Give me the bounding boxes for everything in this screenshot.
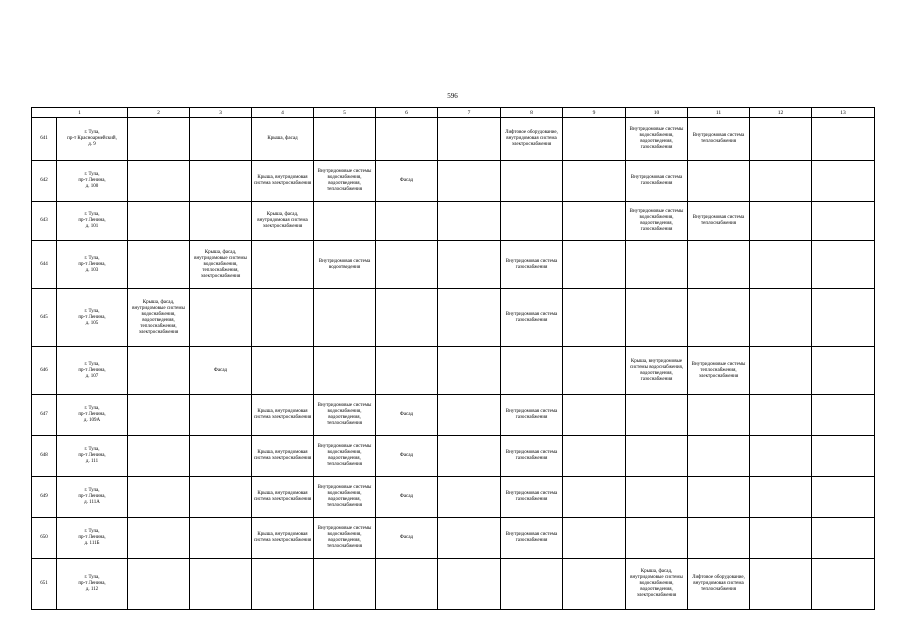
work-type-cell [626, 289, 688, 347]
work-type-cell [812, 118, 875, 161]
address-cell: г. Тула, пр-т Ленина, д. 105 [57, 289, 128, 347]
work-type-cell: Внутридомовые системы теплоснабжения, электроснабжения [688, 347, 750, 395]
work-type-cell [376, 241, 438, 289]
work-type-cell [812, 436, 875, 477]
work-type-cell [812, 395, 875, 436]
work-type-cell [190, 161, 252, 202]
work-type-cell [812, 161, 875, 202]
work-type-cell: Крыша, внутридомовые системы водоснабжения, водоотведения, газоснабжения [626, 347, 688, 395]
table-row [32, 395, 875, 436]
address-cell: г. Тула, пр-т Ленина, д. 107 [57, 347, 128, 395]
header-row [32, 108, 875, 118]
work-type-cell [750, 436, 812, 477]
work-type-cell [314, 289, 376, 347]
work-type-cell [314, 118, 376, 161]
header-cell: 8 [501, 108, 563, 118]
work-type-cell [190, 289, 252, 347]
work-type-cell [563, 477, 626, 518]
work-type-cell [190, 477, 252, 518]
work-type-cell [376, 118, 438, 161]
header-cell: 10 [626, 108, 688, 118]
work-type-cell: Фасад [376, 161, 438, 202]
header-cell: 11 [688, 108, 750, 118]
work-type-cell: Крыша, фасад [252, 118, 314, 161]
table-row [32, 559, 875, 610]
work-type-cell [190, 202, 252, 241]
work-type-cell [812, 477, 875, 518]
work-type-cell [626, 241, 688, 289]
row-number-cell: 650 [32, 518, 57, 559]
work-type-cell [626, 477, 688, 518]
work-type-cell [688, 241, 750, 289]
work-type-cell [252, 289, 314, 347]
work-type-cell [688, 161, 750, 202]
work-type-cell [438, 161, 501, 202]
work-type-cell [750, 559, 812, 610]
work-type-cell [563, 161, 626, 202]
work-type-cell: Внутридомовая система газоснабжения [501, 289, 563, 347]
work-type-cell [128, 118, 190, 161]
work-type-cell: Внутридомовые системы водоснабжения, водоотведения, теплоснабжения [314, 161, 376, 202]
work-type-cell [626, 518, 688, 559]
work-type-cell: Фасад [376, 518, 438, 559]
work-type-cell: Внутридомовые системы водоснабжения, водоотведения, газоснабжения [626, 202, 688, 241]
work-type-cell: Внутридомовые системы водоснабжения, водоотведения, теплоснабжения [314, 395, 376, 436]
work-type-cell [128, 518, 190, 559]
work-type-cell [438, 436, 501, 477]
work-type-cell: Крыша, внутридомовая система электроснабжения [252, 477, 314, 518]
header-cell: 2 [128, 108, 190, 118]
work-type-cell [750, 477, 812, 518]
work-type-cell [438, 202, 501, 241]
header-cell: 7 [438, 108, 501, 118]
work-type-cell [563, 436, 626, 477]
work-type-cell [688, 395, 750, 436]
work-type-cell: Внутридомовая система газоснабжения [501, 518, 563, 559]
work-type-cell [128, 202, 190, 241]
work-type-cell [812, 202, 875, 241]
work-type-cell: Крыша, внутридомовая система электроснабжения [252, 161, 314, 202]
header-cell: 3 [190, 108, 252, 118]
work-type-cell [750, 202, 812, 241]
header-cell: 1 [32, 108, 128, 118]
work-type-cell: Внутридомовая система газоснабжения [501, 241, 563, 289]
table-row [32, 161, 875, 202]
work-type-cell [688, 289, 750, 347]
work-type-cell [314, 202, 376, 241]
work-type-cell [252, 559, 314, 610]
address-cell: г. Тула, пр-т Ленина, д. 112 [57, 559, 128, 610]
work-type-cell [563, 518, 626, 559]
work-type-cell: Крыша, фасад, внутридомовые системы водоснабжения, теплоснабжения, электроснабжения [190, 241, 252, 289]
work-type-cell [190, 118, 252, 161]
work-type-cell: Внутридомовая система теплоснабжения [688, 118, 750, 161]
work-type-cell [750, 289, 812, 347]
work-type-cell: Внутридомовые системы водоснабжения, водоотведения, теплоснабжения [314, 518, 376, 559]
work-type-cell [812, 559, 875, 610]
work-type-cell [438, 289, 501, 347]
work-type-cell: Внутридомовая система теплоснабжения [688, 202, 750, 241]
work-type-cell [750, 118, 812, 161]
row-number-cell: 649 [32, 477, 57, 518]
work-type-cell [252, 241, 314, 289]
work-type-cell [750, 241, 812, 289]
work-type-cell: Внутридомовая система газоснабжения [501, 436, 563, 477]
work-type-cell: Лифтовое оборудование, внутридомовая система теплоснабжения [688, 559, 750, 610]
work-type-cell [501, 559, 563, 610]
work-type-cell [438, 118, 501, 161]
work-type-cell [314, 559, 376, 610]
row-number-cell: 646 [32, 347, 57, 395]
work-type-cell [376, 559, 438, 610]
work-type-cell [190, 436, 252, 477]
work-type-cell [563, 202, 626, 241]
work-type-cell [812, 518, 875, 559]
work-type-cell: Крыша, внутридомовая система электроснабжения [252, 518, 314, 559]
header-cell: 13 [812, 108, 875, 118]
work-type-cell [128, 436, 190, 477]
work-type-cell [626, 436, 688, 477]
work-type-cell [128, 161, 190, 202]
row-number-cell: 643 [32, 202, 57, 241]
address-cell: г. Тула, пр-т Ленина, д. 103 [57, 241, 128, 289]
work-type-cell [750, 161, 812, 202]
work-type-cell [252, 347, 314, 395]
work-type-cell [750, 518, 812, 559]
work-type-cell [563, 241, 626, 289]
work-type-cell [688, 518, 750, 559]
address-cell: г. Тула, пр-т Ленина, д. 111Б [57, 518, 128, 559]
work-type-cell: Крыша, внутридомовая система электроснабжения [252, 395, 314, 436]
work-type-cell [376, 202, 438, 241]
table-row [32, 118, 875, 161]
work-type-cell [563, 289, 626, 347]
header-cell: 9 [563, 108, 626, 118]
work-type-cell [812, 347, 875, 395]
table-row [32, 477, 875, 518]
row-number-cell: 642 [32, 161, 57, 202]
work-type-cell [812, 241, 875, 289]
work-type-cell [128, 241, 190, 289]
work-type-cell: Крыша, фасад, внутридомовые системы водоснабжения, водоотведения, теплоснабжения, электроснабжения [128, 289, 190, 347]
work-type-cell: Внутридомовые системы водоснабжения, водоотведения, газоснабжения [626, 118, 688, 161]
work-type-cell [376, 289, 438, 347]
work-type-cell [438, 347, 501, 395]
address-cell: г. Тула, пр-т Ленина, д. 111А [57, 477, 128, 518]
row-number-cell: 648 [32, 436, 57, 477]
work-type-cell: Лифтовое оборудование, внутридомовая система электроснабжения [501, 118, 563, 161]
row-number-cell: 651 [32, 559, 57, 610]
work-type-cell [128, 477, 190, 518]
row-number-cell: 641 [32, 118, 57, 161]
work-type-cell [501, 161, 563, 202]
work-type-cell: Крыша, фасад, внутридомовая система электроснабжения [252, 202, 314, 241]
work-type-cell [438, 559, 501, 610]
work-type-cell [190, 559, 252, 610]
work-type-cell [128, 347, 190, 395]
work-type-cell: Внутридомовая система газоснабжения [501, 395, 563, 436]
work-type-cell: Фасад [376, 477, 438, 518]
work-type-cell [501, 202, 563, 241]
work-type-cell: Внутридомовая система водоотведения [314, 241, 376, 289]
work-type-cell: Внутридомовые системы водоснабжения, водоотведения, теплоснабжения [314, 436, 376, 477]
work-type-cell: Фасад [376, 436, 438, 477]
header-cell: 6 [376, 108, 438, 118]
table-row [32, 202, 875, 241]
work-type-cell: Крыша, фасад, внутридомовые системы водоснабжения, водоотведения, электроснабжения [626, 559, 688, 610]
header-cell: 4 [252, 108, 314, 118]
address-cell: г. Тула, пр-т Ленина, д. 109А [57, 395, 128, 436]
table-row [32, 241, 875, 289]
work-type-cell: Внутридомовая система газоснабжения [626, 161, 688, 202]
table-row [32, 289, 875, 347]
work-type-cell [563, 118, 626, 161]
work-type-cell [190, 518, 252, 559]
work-type-cell [626, 395, 688, 436]
address-cell: г. Тула, пр-т Ленина, д. 100 [57, 161, 128, 202]
work-type-cell [314, 347, 376, 395]
work-type-cell [750, 395, 812, 436]
work-type-cell [438, 241, 501, 289]
table-row [32, 518, 875, 559]
work-type-cell [812, 289, 875, 347]
work-type-cell [438, 518, 501, 559]
address-cell: г. Тула, пр-т Красноармейский, д. 9 [57, 118, 128, 161]
work-type-cell: Внутридомовые системы водоснабжения, водоотведения, теплоснабжения [314, 477, 376, 518]
work-type-cell [563, 347, 626, 395]
work-type-cell [688, 436, 750, 477]
work-type-cell [501, 347, 563, 395]
work-type-cell [376, 347, 438, 395]
row-number-cell: 647 [32, 395, 57, 436]
header-cell: 12 [750, 108, 812, 118]
work-type-cell [190, 395, 252, 436]
work-type-cell [128, 559, 190, 610]
work-type-cell: Фасад [376, 395, 438, 436]
row-number-cell: 644 [32, 241, 57, 289]
work-type-cell [688, 477, 750, 518]
header-cell: 5 [314, 108, 376, 118]
row-number-cell: 645 [32, 289, 57, 347]
table-row [32, 436, 875, 477]
table-row [32, 347, 875, 395]
work-type-cell: Внутридомовая система газоснабжения [501, 477, 563, 518]
work-type-cell [438, 395, 501, 436]
page-number: 596 [447, 92, 458, 100]
address-cell: г. Тула, пр-т Ленина, д. 111 [57, 436, 128, 477]
work-type-cell [128, 395, 190, 436]
work-type-cell [563, 395, 626, 436]
address-cell: г. Тула, пр-т Ленина, д. 101 [57, 202, 128, 241]
work-type-cell: Фасад [190, 347, 252, 395]
work-type-cell [750, 347, 812, 395]
work-type-cell: Крыша, внутридомовая система электроснабжения [252, 436, 314, 477]
work-type-cell [563, 559, 626, 610]
work-type-cell [438, 477, 501, 518]
repair-schedule-table [31, 107, 875, 610]
